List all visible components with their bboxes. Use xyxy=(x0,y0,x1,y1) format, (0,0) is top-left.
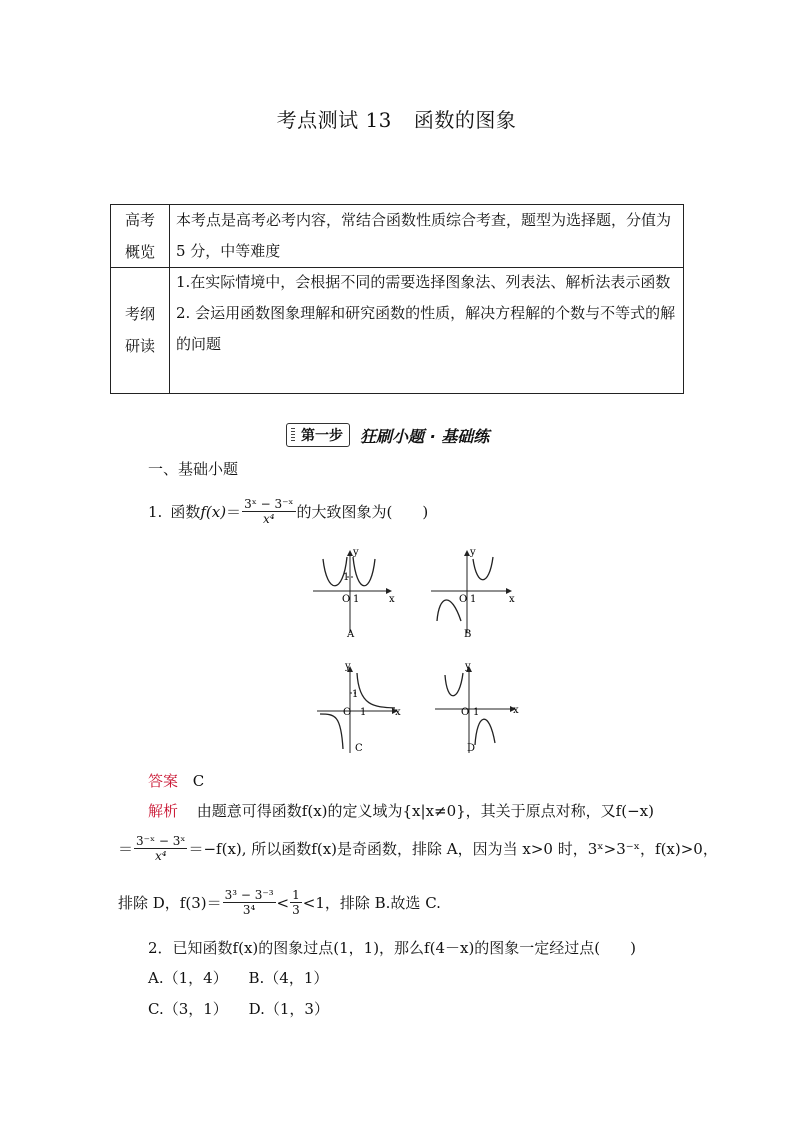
x-axis-label: x xyxy=(513,705,519,716)
option-c: C.（3，1） xyxy=(148,1000,228,1018)
title-main: 考点测试 13 xyxy=(276,108,392,132)
info-row-syllabus xyxy=(111,267,683,393)
graph-b xyxy=(431,551,511,633)
fraction xyxy=(290,888,302,917)
numerator: 1 xyxy=(292,888,300,902)
analysis-line-3 xyxy=(118,888,441,917)
step-label: 第一步 xyxy=(301,428,343,444)
row-content xyxy=(176,267,677,360)
less-than-sign: < xyxy=(276,893,290,912)
analysis-label: 解析 xyxy=(148,802,179,820)
denominator: 3 xyxy=(292,903,300,917)
question-2: 2．已知函数f(x)的图象过点(1，1)，那么f(4－x)的图象一定经过点( ) xyxy=(148,939,637,957)
x-axis-label: x xyxy=(389,594,395,605)
x-axis-label: x xyxy=(395,707,401,718)
one-label: 1 xyxy=(352,689,359,700)
step-title: 狂刷小题 · 基础练 xyxy=(360,426,490,446)
question-text: 函数 xyxy=(170,503,201,521)
option-a: A.（1，4） xyxy=(148,969,228,987)
origin-label: O xyxy=(461,707,470,718)
option-label-a: A xyxy=(347,629,355,640)
option-label-d: D xyxy=(467,743,476,754)
q2-options-row-2 xyxy=(148,998,329,1019)
option-label-c: C xyxy=(355,743,363,754)
y-axis-label: y xyxy=(353,547,359,558)
y-axis-label: y xyxy=(345,661,351,672)
row-header xyxy=(111,205,170,267)
step-banner xyxy=(286,423,489,447)
one-label: 1 xyxy=(470,594,477,605)
answer-label: 答案 xyxy=(148,772,179,790)
info-row-overview xyxy=(111,205,683,268)
option-label-b: B xyxy=(464,629,472,640)
option-b: B.（4，1） xyxy=(248,969,329,987)
question-1 xyxy=(148,497,428,526)
graph-a xyxy=(313,551,391,633)
origin-label: O xyxy=(459,594,468,605)
y-axis-label: y xyxy=(465,661,471,672)
row-header xyxy=(111,267,170,393)
one-label: 1 xyxy=(360,707,367,718)
syllabus-item: 1.在实际情境中，会根据不同的需要选择图象法、列表法、解析法表示函数 xyxy=(176,273,671,291)
analysis-text: <1，排除 B.故选 C. xyxy=(302,894,441,912)
syllabus-item: 2. 会运用函数图象理解和研究函数的性质，解决方程解的个数与不等式的解的问题 xyxy=(176,304,676,353)
page-title xyxy=(0,104,793,133)
row-content: 本考点是高考必考内容，常结合函数性质综合考查，题型为选择题，分值为 5 分，中等难度 xyxy=(176,211,672,260)
analysis-text: 排除 D，f(3)＝ xyxy=(118,894,222,912)
x-axis-label: x xyxy=(509,594,515,605)
one-label: 1 xyxy=(473,707,480,718)
step-badge xyxy=(286,423,350,447)
info-table xyxy=(110,204,684,394)
origin-label: O xyxy=(342,594,351,605)
fraction xyxy=(242,497,295,526)
answer-value: C xyxy=(192,772,205,790)
numerator: 3ˣ − 3⁻ˣ xyxy=(244,497,294,511)
y-axis-label: y xyxy=(470,547,476,558)
header-line: 研读 xyxy=(124,337,155,355)
one-label: 1 xyxy=(353,594,360,605)
option-d: D.（1，3） xyxy=(248,1000,329,1018)
numerator: 3³ − 3⁻³ xyxy=(224,888,274,902)
analysis-line-2 xyxy=(118,834,718,863)
header-line: 高考 xyxy=(124,211,155,229)
question-number: 1. xyxy=(148,502,163,521)
numerator: 3⁻ˣ − 3ˣ xyxy=(136,834,186,848)
analysis-text: 由题意可得函数f(x)的定义域为{x|x≠0}，其关于原点对称，又f(−x) xyxy=(196,802,654,820)
equals-sign: ＝ xyxy=(118,840,134,858)
one-label: 1 xyxy=(343,572,350,583)
section-heading: 一、基础小题 xyxy=(148,460,239,478)
answer-line xyxy=(148,770,204,791)
header-line: 考纲 xyxy=(124,305,155,323)
denominator: 3⁴ xyxy=(242,903,256,917)
analysis-text: ＝−f(x), 所以函数f(x)是奇函数，排除 A，因为当 x>0 时，3ˣ>3⁻ˣ，f(x)>0， xyxy=(188,840,718,858)
fraction xyxy=(223,888,276,917)
option-graphs xyxy=(305,545,545,760)
graph-c xyxy=(317,667,397,753)
denominator: x⁴ xyxy=(263,512,275,526)
question-text: 的大致图象为( ) xyxy=(296,503,429,521)
denominator: x⁴ xyxy=(154,849,167,863)
equals-sign: ＝ xyxy=(226,503,242,521)
analysis-line-1 xyxy=(148,800,654,821)
title-sub: 函数的图象 xyxy=(413,108,517,132)
bars-icon xyxy=(291,428,295,442)
origin-label: O xyxy=(343,707,352,718)
function-name: f(x) xyxy=(200,502,227,521)
q2-options-row-1 xyxy=(148,967,328,988)
fraction xyxy=(134,834,187,863)
header-line: 概览 xyxy=(124,243,155,261)
